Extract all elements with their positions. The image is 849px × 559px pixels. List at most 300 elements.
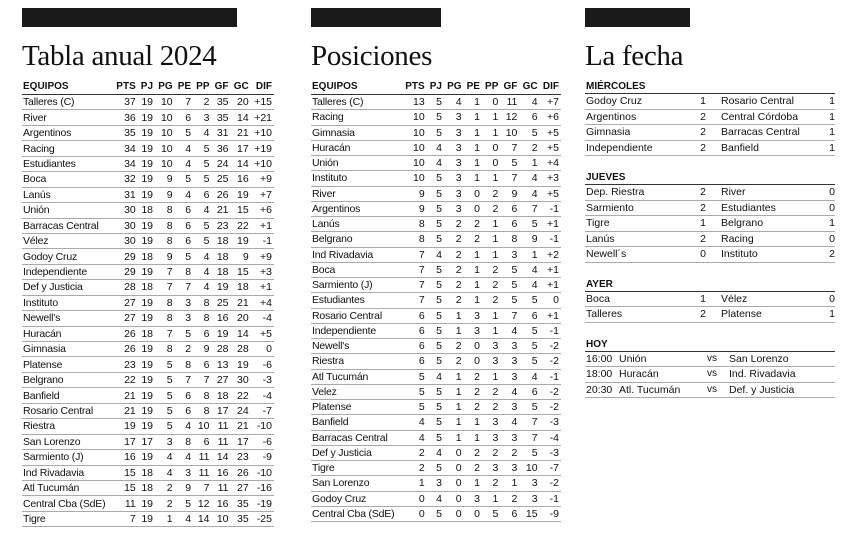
home-team: Lanús [586,232,615,245]
team-name-cell: Banfield [311,415,402,430]
table-row [22,156,274,171]
stat-cell: 7 [175,95,193,110]
posiciones-title: Posiciones [311,40,433,72]
table-row [22,480,274,495]
team-name-cell: Belgrano [311,232,402,247]
la-fecha-column [585,8,835,412]
stat-cell: 8 [155,203,175,218]
stat-cell: 35 [231,496,251,511]
column-header: EQUIPOS [22,79,113,95]
home-score: 1 [700,217,706,229]
stat-cell: 8 [193,388,211,403]
stat-cell: -2 [540,354,561,369]
table-row [22,110,274,125]
team-name-cell: Racing [311,110,402,125]
stat-cell: 5 [427,186,444,201]
table-row [311,247,561,262]
stat-cell: 21 [231,125,251,140]
column-header: PTS [402,79,427,95]
stat-cell: 4 [175,187,193,202]
stat-cell: 0 [464,339,482,354]
stat-cell: 19 [138,141,155,156]
stat-cell: 34 [113,156,138,171]
stat-cell: 1 [500,476,519,491]
stat-cell: 5 [402,400,427,415]
stat-cell: 3 [500,354,519,369]
stat-cell: 6 [519,384,539,399]
stat-cell: 11 [212,419,231,434]
stat-cell: 28 [113,280,138,295]
stat-cell: 3 [482,430,500,445]
stat-cell: 7 [402,262,427,277]
versus-label: vs [707,368,717,379]
match-row [585,141,835,157]
team-name-cell: Talleres (C) [311,95,402,110]
stat-cell: 9 [519,232,539,247]
stat-cell: 4 [519,171,539,186]
column-header: EQUIPOS [311,79,402,95]
stat-cell: 5 [482,506,500,521]
stat-cell: 17 [113,434,138,449]
black-header-bar [22,8,237,27]
stat-cell: -16 [251,480,274,495]
stat-cell: 5 [155,372,175,387]
stat-cell: 9 [155,187,175,202]
table-row [22,372,274,387]
stat-cell: -1 [540,201,561,216]
stat-cell: 19 [138,218,155,233]
stat-cell: 1 [444,384,464,399]
stat-cell: 15 [231,203,251,218]
team-name-cell: Def y Justicia [22,280,113,295]
stat-cell: 31 [113,187,138,202]
stat-cell: 7 [519,201,539,216]
home-team: Godoy Cruz [586,95,643,107]
stat-cell: 15 [113,465,138,480]
stat-cell: 6 [193,434,211,449]
stat-cell: 8 [175,264,193,279]
table-row [311,186,561,201]
team-name-cell: Ind Rivadavia [311,247,402,262]
stat-cell: 10 [193,419,211,434]
stat-cell: 1 [444,415,464,430]
stat-cell: 3 [464,323,482,338]
stat-cell: 20 [231,95,251,110]
stat-cell: 1 [482,171,500,186]
stat-cell: 23 [212,218,231,233]
stat-cell: 3 [444,156,464,171]
stat-cell: 3 [500,430,519,445]
stat-cell: 0 [464,354,482,369]
team-name-cell: San Lorenzo [311,476,402,491]
posiciones-column [311,8,561,522]
stat-cell: 4 [427,247,444,262]
stat-cell: 3 [155,434,175,449]
stat-cell: 24 [212,156,231,171]
stat-cell: 11 [193,465,211,480]
stat-cell: 2 [519,140,539,155]
match-time: 16:00 [586,352,613,365]
stat-cell: 19 [138,295,155,310]
stat-cell: 28 [231,342,251,357]
stat-cell: 7 [113,511,138,526]
stat-cell: 9 [500,186,519,201]
stat-cell: 11 [500,95,519,110]
away-team: Central Córdoba [721,110,799,123]
stat-cell: 19 [138,372,155,387]
stat-cell: 21 [231,295,251,310]
stat-cell: 7 [175,280,193,295]
stat-cell: 6 [193,187,211,202]
day-section [585,170,835,263]
team-name-cell: Instituto [311,171,402,186]
table-row [311,308,561,323]
stat-cell: 19 [138,357,155,372]
stat-cell: 17 [212,403,231,418]
stat-cell: -4 [540,430,561,445]
stat-cell: +7 [251,187,274,202]
stat-cell: 4 [193,280,211,295]
home-team: Talleres [586,308,623,320]
stat-cell: 6 [175,388,193,403]
table-row [22,280,274,295]
stat-cell: 27 [113,295,138,310]
table-row [311,445,561,460]
stat-cell: -7 [251,403,274,418]
stat-cell: 6 [500,201,519,216]
stat-cell: -3 [540,415,561,430]
stat-cell: 1 [464,247,482,262]
stat-cell: 16 [212,465,231,480]
stat-cell: 2 [482,445,500,460]
stat-cell: 19 [138,311,155,326]
column-header: PJ [138,79,155,95]
stat-cell: 10 [402,125,427,140]
home-team: Tigre [586,217,610,229]
away-score: 0 [829,186,835,198]
stat-cell: 6 [175,218,193,233]
home-team: Sarmiento [586,201,634,214]
team-name-cell: Estudiantes [22,156,113,171]
stat-cell: +4 [540,156,561,171]
stat-cell: 4 [402,430,427,445]
home-team: Atl. Tucumán [619,383,681,396]
stat-cell: 6 [402,339,427,354]
stat-cell: +15 [251,95,274,110]
stat-cell: -1 [540,232,561,247]
stat-cell: 5 [193,233,211,248]
away-score: 1 [829,110,835,123]
team-name-cell: Def y Justicia [311,445,402,460]
stat-cell: 2 [444,339,464,354]
black-header-bar [311,8,441,27]
column-header: PP [482,79,500,95]
stat-cell: 11 [212,480,231,495]
tabla-anual-column [22,8,274,527]
stat-cell: 21 [113,388,138,403]
stat-cell: 4 [519,278,539,293]
stat-cell: 5 [427,232,444,247]
stat-cell: 5 [427,110,444,125]
stat-cell: 0 [251,342,274,357]
match-row [585,110,835,126]
stat-cell: 10 [155,141,175,156]
stat-cell: 18 [212,249,231,264]
table-row [311,323,561,338]
table-row [22,249,274,264]
team-name-cell: Central Cba (SdE) [22,496,113,511]
team-name-cell: Riestra [311,354,402,369]
stat-cell: 1 [464,171,482,186]
away-score: 1 [829,217,835,229]
team-name-cell: Argentinos [311,201,402,216]
stat-cell: 6 [193,326,211,341]
away-team: Vélez [721,292,748,305]
stat-cell: 5 [155,403,175,418]
day-label: JUEVES [585,170,835,185]
team-name-cell: Godoy Cruz [22,249,113,264]
stat-cell: 22 [113,372,138,387]
stat-cell: 2 [175,342,193,357]
stat-cell: 5 [427,308,444,323]
table-row [311,369,561,384]
stat-cell: 10 [402,171,427,186]
stat-cell: 0 [482,140,500,155]
home-score: 2 [700,232,706,245]
column-header: PE [464,79,482,95]
stat-cell: -7 [540,461,561,476]
home-score: 1 [700,95,706,107]
stat-cell: 19 [138,110,155,125]
stat-cell: -10 [251,465,274,480]
stat-cell: 14 [231,156,251,171]
stat-cell: 3 [519,491,539,506]
team-name-cell: Central Cba (SdE) [311,506,402,521]
la-fecha-title: La fecha [585,40,684,72]
stat-cell: 10 [212,511,231,526]
stat-cell: 5 [427,95,444,110]
table-row [22,264,274,279]
match-row [585,216,835,232]
stat-cell: 1 [402,476,427,491]
stat-cell: 7 [155,264,175,279]
posiciones-table [311,79,561,522]
stat-cell: 3 [500,247,519,262]
team-name-cell: Rosario Central [22,403,113,418]
stat-cell: 35 [113,125,138,140]
table-row [311,293,561,308]
stat-cell: -2 [540,384,561,399]
stat-cell: 16 [231,172,251,187]
stat-cell: -9 [251,450,274,465]
stat-cell: 3 [444,171,464,186]
stat-cell: 5 [427,384,444,399]
stat-cell: 1 [464,476,482,491]
stat-cell: 4 [500,323,519,338]
stat-cell: 2 [402,445,427,460]
stat-cell: 2 [482,201,500,216]
stat-cell: 1 [482,247,500,262]
stat-cell: 21 [212,203,231,218]
table-row [22,342,274,357]
match-row [585,307,835,323]
team-name-cell: San Lorenzo [22,434,113,449]
stat-cell: 6 [500,217,519,232]
stat-cell: 5 [193,218,211,233]
stat-cell: 7 [500,308,519,323]
stat-cell: 6 [402,323,427,338]
stat-cell: 4 [519,262,539,277]
stat-cell: 2 [464,217,482,232]
team-name-cell: Platense [22,357,113,372]
stat-cell: 36 [212,141,231,156]
stat-cell: 2 [444,278,464,293]
stat-cell: 29 [113,264,138,279]
stat-cell: 7 [175,372,193,387]
stat-cell: 6 [193,357,211,372]
home-score: 2 [700,126,706,138]
stat-cell: 2 [444,262,464,277]
stat-cell: 5 [519,354,539,369]
stat-cell: 8 [500,232,519,247]
team-name-cell: Banfield [22,388,113,403]
stat-cell: 1 [464,140,482,155]
stat-cell: 4 [427,445,444,460]
stat-cell: 3 [427,476,444,491]
stat-cell: -25 [251,511,274,526]
stat-cell: 3 [500,400,519,415]
stat-cell: 2 [402,461,427,476]
table-row [311,217,561,232]
table-row [22,419,274,434]
stat-cell: 22 [231,218,251,233]
table-row [22,403,274,418]
stat-cell: 5 [427,400,444,415]
stat-cell: 4 [402,415,427,430]
stat-cell: 2 [193,95,211,110]
team-name-cell: Platense [311,400,402,415]
column-header: GF [500,79,519,95]
column-header: PTS [113,79,138,95]
stat-cell: 11 [212,434,231,449]
table-row [22,125,274,140]
stat-cell: 10 [402,110,427,125]
stat-cell: 3 [444,110,464,125]
stat-cell: 18 [212,264,231,279]
stat-cell: 5 [193,156,211,171]
stat-cell: +4 [251,295,274,310]
team-name-cell: Boca [22,172,113,187]
team-name-cell: Godoy Cruz [311,491,402,506]
stat-cell: 5 [402,384,427,399]
stat-cell: 10 [155,125,175,140]
stat-cell: 7 [193,372,211,387]
stat-cell: -6 [251,434,274,449]
stat-cell: 35 [212,110,231,125]
stat-cell: 5 [427,354,444,369]
stat-cell: 16 [113,450,138,465]
stat-cell: 9 [175,480,193,495]
stat-cell: 1 [444,308,464,323]
stat-cell: 18 [212,233,231,248]
stat-cell: 7 [500,140,519,155]
team-name-cell: Lanús [311,217,402,232]
table-row [311,461,561,476]
match-row [585,292,835,308]
away-team: River [721,186,746,198]
table-row [22,465,274,480]
stat-cell: 4 [519,186,539,201]
stat-cell: 5 [175,249,193,264]
stat-cell: +1 [540,308,561,323]
stat-cell: 2 [482,476,500,491]
stat-cell: 3 [482,339,500,354]
stat-cell: 1 [464,125,482,140]
team-name-cell: Barracas Central [311,430,402,445]
stat-cell: 2 [500,445,519,460]
team-name-cell: Newell's [22,311,113,326]
stat-cell: 1 [444,430,464,445]
stat-cell: 1 [444,400,464,415]
column-header: GF [212,79,231,95]
stat-cell: 19 [231,357,251,372]
stat-cell: +1 [540,262,561,277]
stat-cell: 5 [427,171,444,186]
table-row [311,339,561,354]
table-row [311,400,561,415]
stat-cell: 0 [482,95,500,110]
stat-cell: 2 [482,262,500,277]
away-team: Ind. Rivadavia [729,368,796,380]
stat-cell: 3 [500,369,519,384]
team-name-cell: Talleres (C) [22,95,113,110]
stat-cell: 5 [175,125,193,140]
stat-cell: 8 [155,218,175,233]
table-row [311,140,561,155]
stat-cell: 5 [519,293,539,308]
stat-cell: +10 [251,125,274,140]
stat-cell: 19 [138,419,155,434]
table-row [22,311,274,326]
stat-cell: 7 [519,415,539,430]
stat-cell: 1 [482,217,500,232]
stat-cell: 19 [212,326,231,341]
stat-cell: 24 [231,403,251,418]
stat-cell: 1 [519,156,539,171]
stat-cell: +1 [540,278,561,293]
stat-cell: 2 [155,496,175,511]
team-name-cell: Unión [311,156,402,171]
team-name-cell: Estudiantes [311,293,402,308]
team-name-cell: Vélez [22,233,113,248]
stat-cell: 35 [231,511,251,526]
home-team: Unión [619,352,647,365]
day-label: MIÉRCOLES [585,79,835,94]
stat-cell: 4 [193,203,211,218]
column-header: GC [519,79,539,95]
stat-cell: 3 [482,415,500,430]
stat-cell: 15 [231,264,251,279]
stat-cell: +6 [251,203,274,218]
stat-cell: 2 [155,480,175,495]
stat-cell: 2 [482,293,500,308]
home-score: 2 [700,201,706,214]
away-team: Racing [721,232,754,245]
stat-cell: 2 [482,278,500,293]
stat-cell: 19 [138,342,155,357]
stat-cell: 5 [427,262,444,277]
team-name-cell: Rosario Central [311,308,402,323]
